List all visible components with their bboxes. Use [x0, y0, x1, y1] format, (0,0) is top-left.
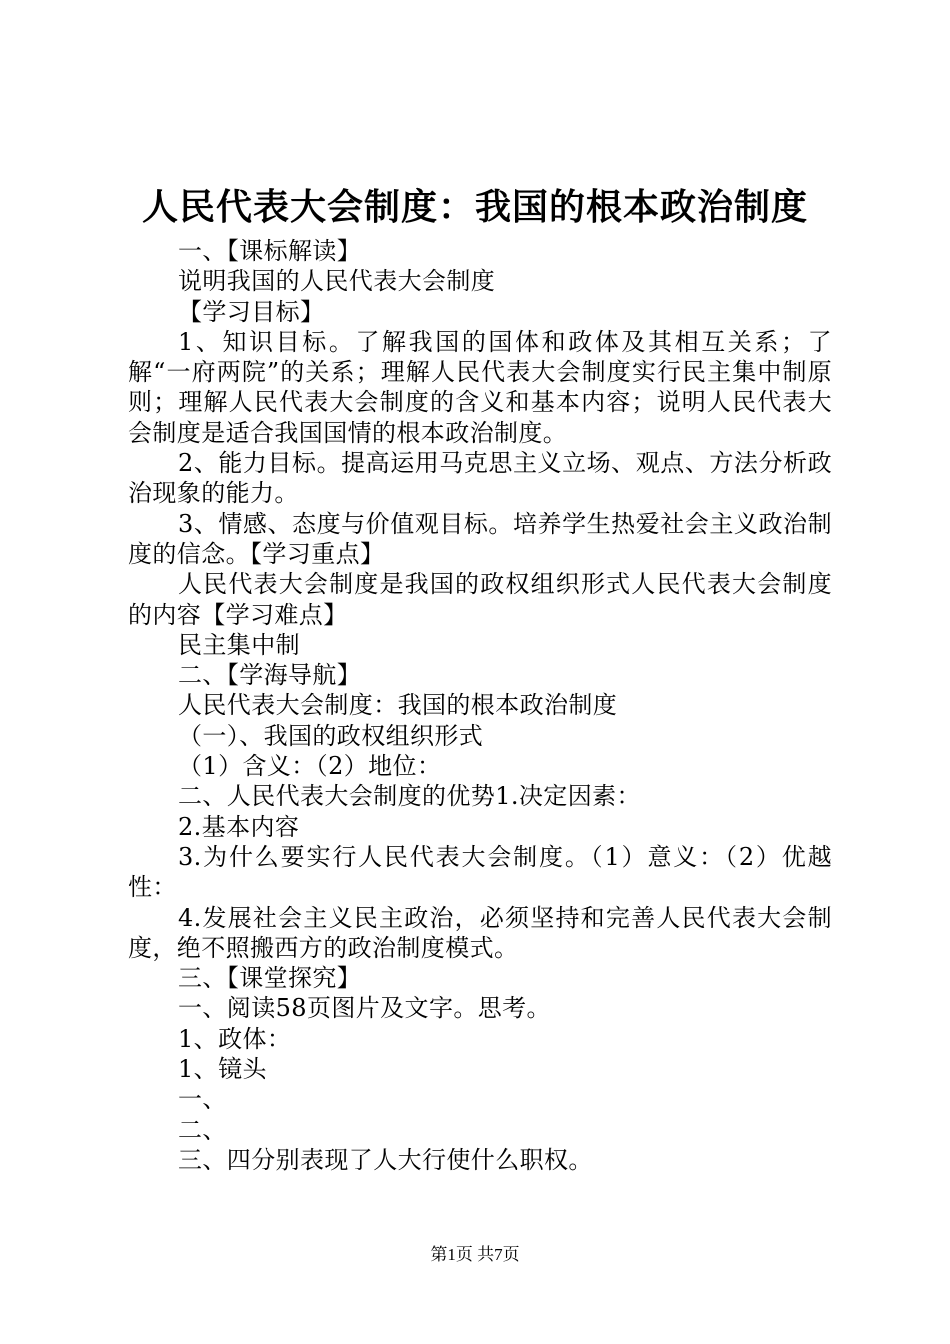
paragraph: （一）、我国的政权组织形式 [178, 721, 484, 750]
paragraph: 3、情感、态度与价值观目标。培养学生热爱社会主义政治制度的信念。【学习重点】 [128, 509, 832, 568]
document-body [128, 236, 832, 1175]
paragraph: 三、四分别表现了人大行使什么职权。 [178, 1145, 593, 1174]
paragraph: 二、人民代表大会制度的优势1.决定因素： [178, 782, 641, 811]
paragraph: 【学习目标】 [178, 297, 325, 326]
paragraph: 一、【课标解读】 [178, 237, 362, 265]
paragraph: 三、【课堂探究】 [178, 964, 362, 993]
paragraph: 二、 [178, 1115, 227, 1144]
paragraph: 人民代表大会制度是我国的政权组织形式人民代表大会制度的内容【学习难点】 [128, 570, 832, 629]
paragraph: 二、【学海导航】 [178, 661, 362, 690]
paragraph: （1）含义：（2）地位： [178, 752, 442, 781]
paragraph: 民主集中制 [178, 630, 300, 659]
paragraph: 4.发展社会主义民主政治，必须坚持和完善人民代表大会制度，绝不照搬西方的政治制度模式。 [128, 903, 832, 962]
paragraph: 一、 [178, 1085, 227, 1114]
page-number: 第1页 共7页 [430, 1245, 520, 1264]
paragraph: 人民代表大会制度：我国的根本政治制度 [178, 691, 618, 720]
paragraph: 1、政体： [178, 1024, 292, 1053]
paragraph: 1、知识目标。了解我国的国体和政体及其相互关系；了解“一府两院”的关系；理解人民代表大会制度实行民主集中制原则；理解人民代表大会制度的含义和基本内容；说明人民代表大会制度是适合我国国情的根本政治制度。 [128, 327, 832, 447]
paragraph: 一、阅读58页图片及文字。思考。 [178, 994, 551, 1023]
paragraph: 2.基本内容 [178, 812, 300, 841]
paragraph: 3.为什么要实行人民代表大会制度。（1）意义：（2）优越性： [128, 842, 832, 902]
paragraph: 1、镜头 [178, 1055, 267, 1084]
paragraph: 说明我国的人民代表大会制度 [178, 267, 496, 296]
document-title: 人民代表大会制度：我国的根本政治制度 [141, 186, 808, 228]
paragraph: 2、能力目标。提高运用马克思主义立场、观点、方法分析政治现象的能力。 [128, 449, 832, 508]
